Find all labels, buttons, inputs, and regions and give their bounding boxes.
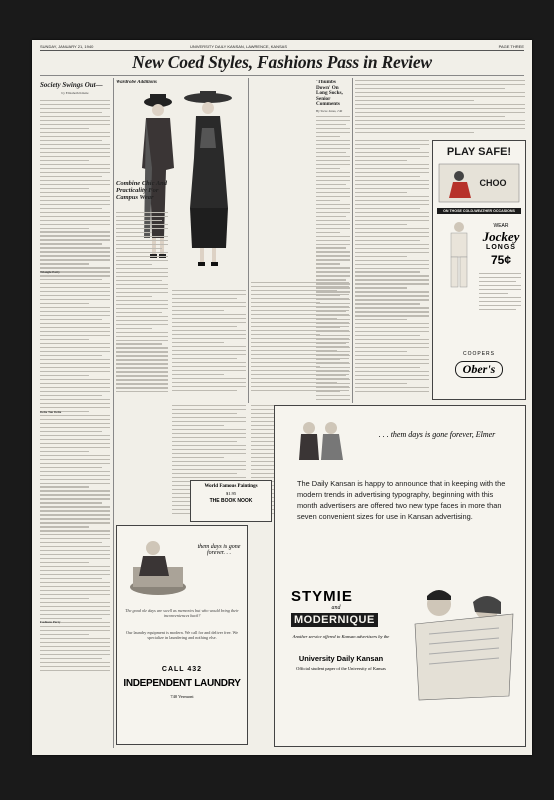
society-note: Delta Tau Delta: [40, 410, 62, 414]
laundry-call: CALL 432: [161, 666, 203, 673]
paintings-title: World Famous Paintings: [204, 484, 258, 489]
combine-title: Combine Chic And Practicality For Campus Wear: [116, 180, 168, 201]
newspaper-page: [32, 40, 532, 755]
society-title: Society Swings Out—: [40, 81, 103, 89]
jockey-coopers: COOPERS: [462, 351, 495, 357]
paintings-shop: THE BOOK NOOK: [209, 498, 253, 504]
society-text: [40, 100, 110, 745]
laundry-ad: [116, 525, 248, 745]
paintings-ad: [190, 480, 272, 522]
society-note: Triangle Party: [40, 270, 60, 274]
kansan-name: University Daily Kansan: [298, 654, 384, 663]
kansan-service: Another service offered to Kansan advertisers by the: [292, 634, 390, 639]
reader-illustration: [409, 584, 519, 704]
jockey-band: ON THOSE COLD-WEATHER OCCASIONS: [437, 208, 521, 214]
laundry-address: 740 Vermont: [170, 694, 194, 699]
masthead-paper: UNIVERSITY DAILY KANSAN, LAWRENCE, KANSAS: [190, 44, 287, 49]
masthead-date: SUNDAY, JANUARY 21, 1940: [40, 44, 94, 49]
society-byline: by Elizabeth Kinzie: [61, 91, 89, 95]
column-divider: [113, 78, 114, 748]
svg-text:CHOO: CHOO: [479, 178, 507, 188]
masthead: [40, 43, 524, 51]
combine-article: [116, 180, 168, 395]
jockey-price: 75¢: [490, 253, 512, 267]
obers-logo: Ober's: [455, 361, 503, 378]
jockey-longs: LONGS: [486, 244, 516, 251]
underwear-figure: [439, 221, 479, 291]
kansan-and: and: [331, 605, 341, 611]
skater-illustration: [433, 160, 525, 206]
laundry-slogan: them days is gone forever. . .: [197, 544, 241, 556]
wardrobe-title: Wardrobe Additions: [116, 80, 157, 85]
thumbs-article: [316, 80, 350, 402]
jockey-wear: WEAR: [493, 223, 509, 229]
laundry-name: INDEPENDENT LAUNDRY: [123, 678, 241, 689]
society-note: Fashions Party: [40, 620, 61, 624]
laundry-line1: The good ole days are swell as memories but who would bring their inconveniences back?: [125, 608, 239, 619]
headline-rule: [40, 75, 524, 76]
combine-article-continued: [172, 290, 246, 395]
washtub-illustration: [123, 532, 193, 602]
society-column: [40, 80, 110, 745]
kansan-slogan: . . . them days is gone forever, Elmer: [378, 430, 496, 439]
kansan-body: The Daily Kansan is happy to announce that in keeping with the modern trends in advertising typography, beginning with this month advertisers are offered two new type faces in more than seven convenient sizes for use in Kansan advertising.: [297, 479, 506, 521]
jockey-brand: Jockey: [482, 229, 520, 244]
masthead-page: PAGE THREE: [498, 44, 524, 49]
page-headline: New Coed Styles, Fashions Pass in Review: [132, 52, 432, 72]
column-divider: [352, 78, 353, 403]
modernique-type: MODERNIQUE: [291, 613, 378, 627]
jockey-ad: [432, 140, 526, 400]
couple-illustration: [291, 416, 351, 466]
thumbs-continued: [355, 140, 429, 398]
thumbs-byline: By Steve Jones, c'40: [316, 108, 343, 113]
column-divider: [248, 78, 249, 403]
jockey-ad-title: PLAY SAFE!: [446, 146, 512, 158]
paintings-price: $1.95: [225, 491, 237, 496]
kansan-announcement-ad: [274, 405, 526, 747]
laundry-line2: Our laundry equipment is modern. We call for and deliver free. We specialize in laundering and nothing else.: [125, 630, 239, 641]
stymie-type: STYMIE: [291, 588, 353, 605]
thumbs-title: 'Thumbs Down' On Long Socks, Senior Comments: [316, 80, 343, 108]
right-top-text: [355, 80, 525, 138]
kansan-official: Official student paper of the University of Kansas: [296, 666, 386, 671]
